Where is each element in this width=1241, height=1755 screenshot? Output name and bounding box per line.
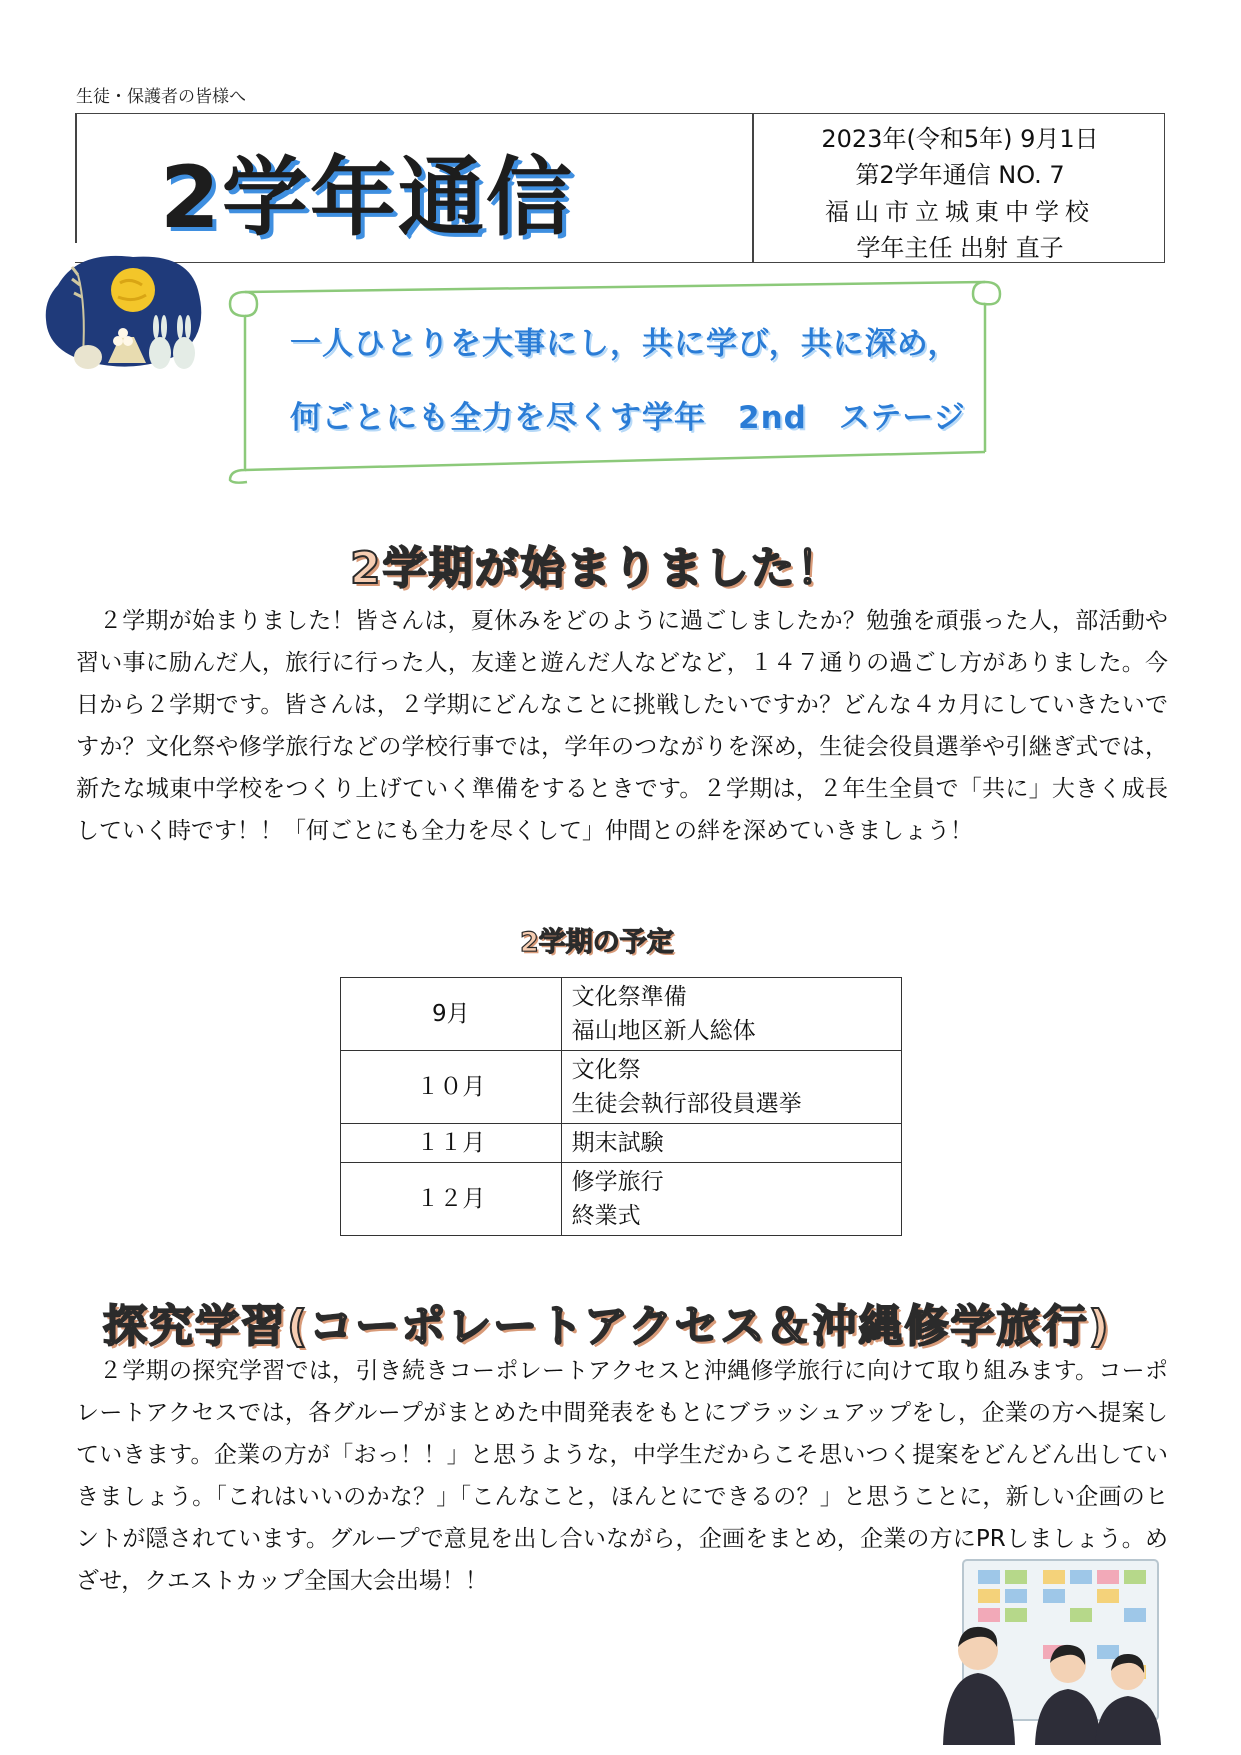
schedule-events (561, 978, 901, 1051)
masthead-title: 2学年通信 (160, 148, 574, 248)
table-row (341, 1163, 902, 1236)
semester-section-title: 2学期が始まりました！ (350, 543, 843, 594)
schedule-month: １２月 (341, 1163, 562, 1236)
motto-line-2: 何ごとにも全力を尽くす学年 2nd ステージ (290, 400, 966, 436)
inquiry-section-body: ２学期の探究学習では，引き続きコーポレートアクセスと沖縄修学旅行に向けて取り組みます。コーポレートアクセスでは，各グループがまとめた中間発表をもとにブラッシュアップをし，企業の方へ提案していきます。企業の方が「おっ！！」と思うような，中学生だからこそ思いつく提案をどんどん出していきましょう。「これはいいのかな？」「こんなこと，ほんとにできるの？」と思うことに，新しい企画のヒントが隠されています。グループで意見を出し合いながら，企画をまとめ，企業の方にPRしましょう。めざせ，クエストカップ全国大会出場！！ (76, 1358, 1168, 1594)
motto-line-1: 一人ひとりを大事にし，共に学び，共に深め， (290, 326, 960, 362)
schedule-table (340, 977, 902, 1236)
schedule-event: 修学旅行 (571, 1169, 664, 1195)
school-name: 福山市立城東中学校 (825, 198, 1095, 226)
schedule-event: 文化祭準備 (571, 984, 687, 1010)
header-divider (752, 113, 754, 263)
schedule-events (561, 1124, 901, 1163)
semester-section-body: ２学期が始まりました！皆さんは，夏休みをどのように過ごしましたか？勉強を頑張った人，部活動や習い事に励んだ人，旅行に行った人，友達と遊んだ人などなど，１４７通りの過ごし方がありました。今日から２学期です。皆さんは，２学期にどんなことに挑戦したいですか？どんな４カ月にしていきたいですか？文化祭や修学旅行などの学校行事では，学年のつながりを深め，生徒会役員選挙や引継ぎ式では，新たな城東中学校をつくり上げていく準備をするときです。２学期は，２年生全員で「共に」大きく成長していく時です！！「何ごとにも全力を尽くして」仲間との絆を深めていきましょう！ (76, 608, 1169, 844)
schedule-month: 9月 (341, 978, 562, 1051)
schedule-event: 期末試験 (571, 1130, 664, 1156)
scroll-banner-frame (225, 270, 1005, 485)
schedule-month: １０月 (341, 1051, 562, 1124)
addressee-line: 生徒・保護者の皆様へ (76, 87, 246, 107)
schedule-event: 生徒会執行部役員選挙 (571, 1091, 802, 1117)
issue-number: 第2学年通信 NO. 7 (855, 161, 1065, 189)
meeting-illustration-icon (933, 1555, 1165, 1745)
inquiry-section-title: 探究学習(コーポレートアクセス＆沖縄修学旅行) (103, 1301, 1111, 1352)
moon-viewing-illustration-icon (38, 245, 213, 375)
schedule-month: １１月 (341, 1124, 562, 1163)
table-row (341, 1051, 902, 1124)
header-left-rule (75, 113, 77, 243)
issue-date: 2023年(令和5年) 9月1日 (821, 125, 1099, 153)
table-row (341, 1124, 902, 1163)
schedule-events (561, 1051, 901, 1124)
schedule-event: 文化祭 (571, 1057, 641, 1083)
grade-teacher: 学年主任 出射 直子 (856, 234, 1064, 262)
schedule-event: 終業式 (571, 1203, 641, 1229)
table-row (341, 978, 902, 1051)
schedule-event: 福山地区新人総体 (571, 1018, 756, 1044)
schedule-title: 2学期の予定 (520, 927, 674, 958)
schedule-events (561, 1163, 901, 1236)
